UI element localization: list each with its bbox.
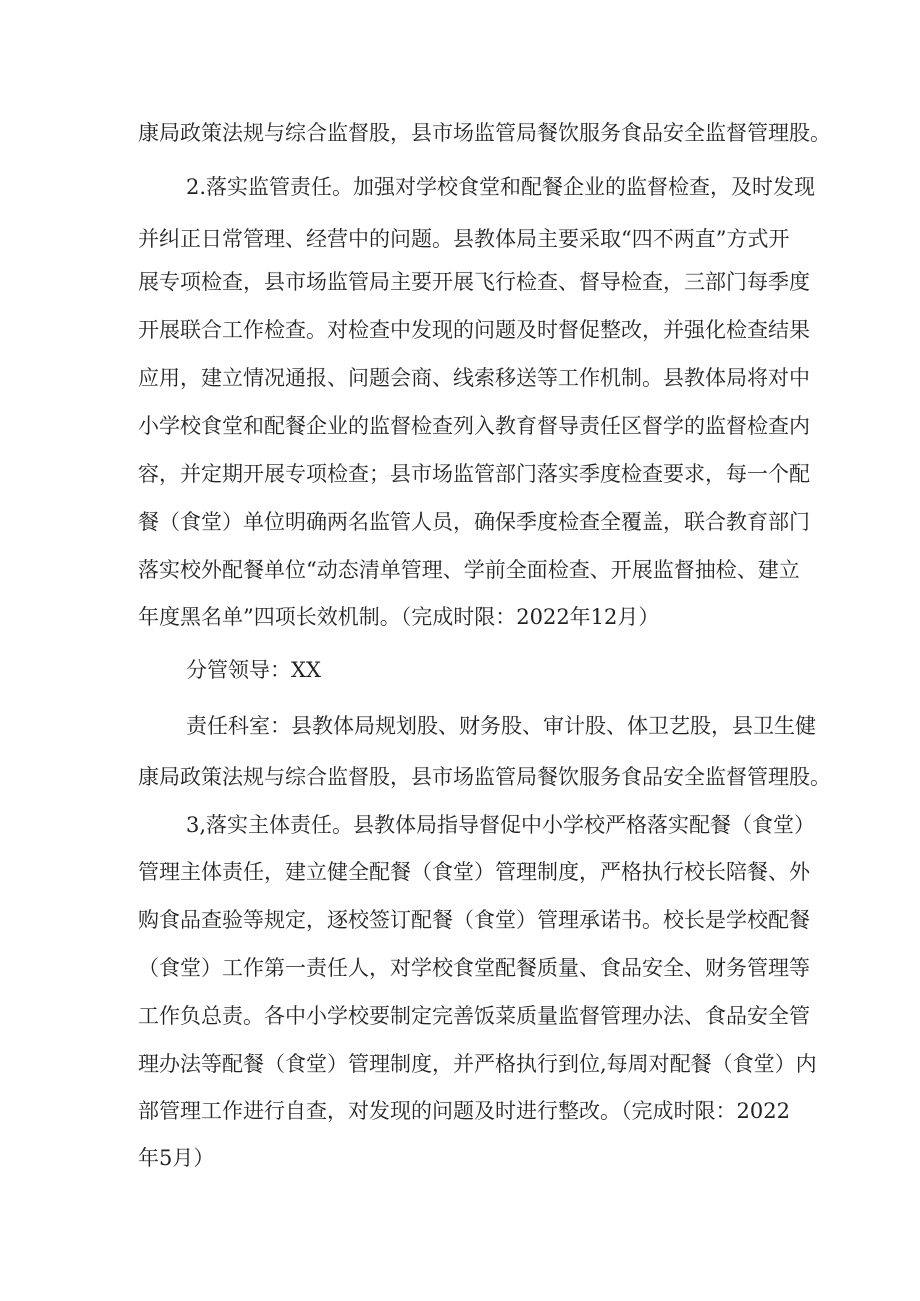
text-line: 餐（食堂）单位明确两名监管人员，确保季度检查全覆盖，联合教育部门 <box>138 510 810 534</box>
text-line: 工作负总责。各中小学校要制定完善饭菜质量监督管理办法、食品安全管 <box>138 1004 810 1028</box>
section-heading-line: 3,落实主体责任。县教体局指导督促中小学校严格落实配餐（食堂） <box>186 813 816 837</box>
text-line: 康局政策法规与综合监督股，县市场监管局餐饮服务食品安全监督管理股。 <box>138 121 831 145</box>
text-line: 容，并定期开展专项检查；县市场监管部门落实季度检查要求，每一个配 <box>138 462 810 486</box>
text-line: 康局政策法规与综合监督股，县市场监管局餐饮服务食品安全监督管理股。 <box>138 765 831 789</box>
text-line: 管理主体责任，建立健全配餐（食堂）管理制度，严格执行校长陪餐、外 <box>138 860 810 884</box>
text-line: 小学校食堂和配餐企业的监督检查列入教育督导责任区督学的监督检查内 <box>138 414 810 438</box>
text-line: 购食品查验等规定，逐校签订配餐（食堂）管理承诺书。校长是学校配餐 <box>138 908 810 932</box>
text-line: （食堂）工作第一责任人，对学校食堂配餐质量、食品安全、财务管理等 <box>138 956 810 980</box>
responsible-department-line: 责任科室：县教体局规划股、财务股、审计股、体卫艺股，县卫生健 <box>186 714 816 738</box>
section-heading-line: 2.落实监管责任。加强对学校食堂和配餐企业的监督检查，及时发现 <box>186 175 816 199</box>
text-line: 开展联合工作检查。对检查中发现的问题及时督促整改，并强化检查结果 <box>138 318 810 342</box>
supervising-leader-line: 分管领导：XX <box>186 658 321 682</box>
text-line: 年5月） <box>138 1146 215 1170</box>
text-line: 并纠正日常管理、经营中的问题。县教体局主要采取“四不两直”方式开 <box>138 227 790 251</box>
text-line: 应用，建立情况通报、问题会商、线索移送等工作机制。县教体局将对中 <box>138 366 810 390</box>
text-line: 部管理工作进行自查，对发现的问题及时进行整改。（完成时限：2022 <box>138 1099 790 1123</box>
text-line: 理办法等配餐（食堂）管理制度，并严格执行到位,每周对配餐（食堂）内 <box>138 1052 817 1076</box>
text-line: 落实校外配餐单位“动态清单管理、学前全面检查、开展监督抽检、建立 <box>138 558 800 582</box>
text-line: 展专项检查，县市场监管局主要开展飞行检查、督导检查，三部门每季度 <box>138 270 810 294</box>
text-line: 年度黑名单”四项长效机制。（完成时限：2022年12月） <box>138 605 660 629</box>
